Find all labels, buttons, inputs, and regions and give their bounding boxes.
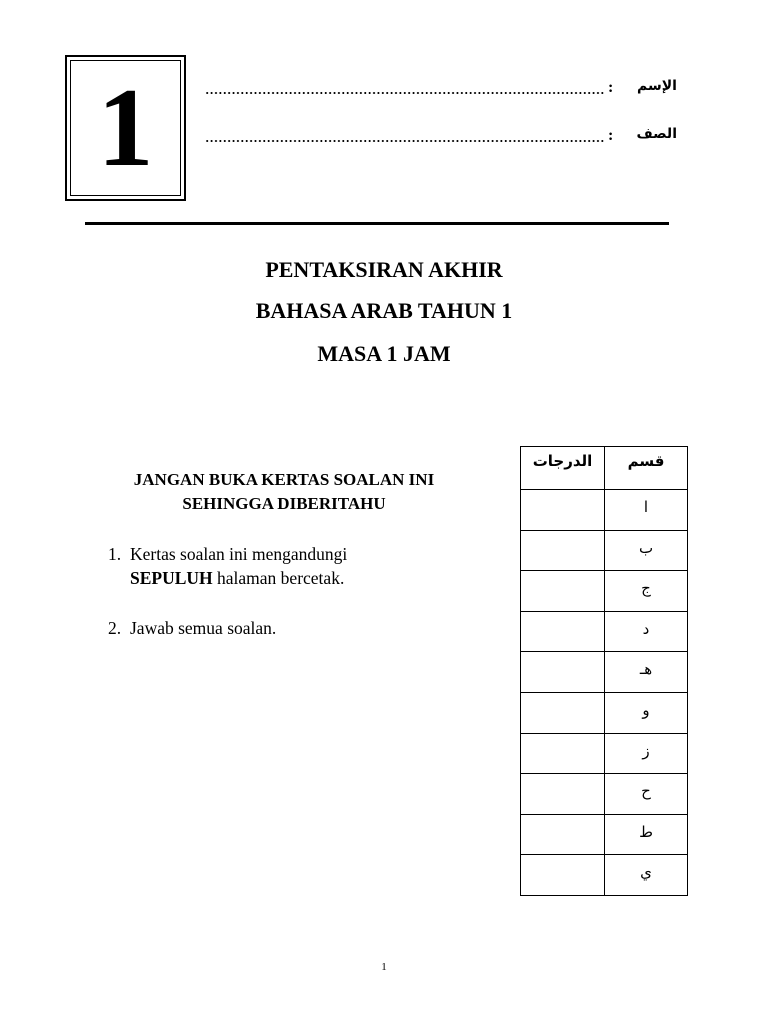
class-field: [205, 123, 677, 145]
marks-cell: [521, 611, 605, 652]
name-field-colon: :: [608, 79, 614, 96]
exam-title: PENTAKSIRAN AKHIR: [265, 257, 503, 282]
exam-subject: BAHASA ARAB TAHUN 1: [255, 298, 513, 323]
score-table-row: [521, 814, 688, 855]
warning-line: SEHINGGA DIBERITAHU: [182, 494, 386, 513]
instruction-text-rest: halaman bercetak.: [212, 568, 345, 588]
class-field-colon: :: [608, 127, 614, 144]
name-field: [205, 75, 677, 97]
section-cell: ب: [605, 530, 688, 571]
score-table-row: [521, 774, 688, 815]
marks-cell: [521, 530, 605, 571]
instruction-item: [108, 616, 488, 640]
section-cell: ج: [605, 571, 688, 612]
marks-header: الدرجات: [521, 447, 605, 490]
paper-number: 1: [70, 60, 181, 196]
section-cell: هـ: [605, 652, 688, 693]
section-cell: ط: [605, 814, 688, 855]
instruction-text-line2: [130, 566, 344, 590]
class-field-dotted-line: [205, 139, 605, 143]
marks-cell: [521, 692, 605, 733]
section-header: قسم: [605, 447, 688, 490]
section-cell: ح: [605, 774, 688, 815]
score-table-row: [521, 733, 688, 774]
score-table-row: [521, 571, 688, 612]
score-table-row: [521, 855, 688, 896]
warning-notice: [80, 468, 488, 516]
header-divider: [85, 222, 669, 225]
score-table: [520, 446, 688, 896]
score-table-row: [521, 490, 688, 531]
section-cell: و: [605, 692, 688, 733]
marks-cell: [521, 733, 605, 774]
instruction-number: 2.: [108, 618, 122, 638]
class-field-label: الصف: [636, 126, 677, 142]
section-cell: ز: [605, 733, 688, 774]
instruction-emphasis: SEPULUH: [130, 568, 213, 588]
marks-cell: [521, 571, 605, 612]
score-table-row: [521, 530, 688, 571]
marks-cell: [521, 652, 605, 693]
section-cell: د: [605, 611, 688, 652]
marks-cell: [521, 855, 605, 896]
instruction-number: 1.: [108, 544, 122, 564]
instruction-text: Kertas soalan ini mengandungi: [130, 544, 348, 564]
score-table-header: [521, 447, 688, 490]
section-cell: ا: [605, 490, 688, 531]
section-cell: ي: [605, 855, 688, 896]
instruction-text: Jawab semua soalan.: [130, 618, 277, 638]
score-table-row: [521, 611, 688, 652]
exam-duration: MASA 1 JAM: [317, 341, 451, 366]
instruction-item: [108, 542, 488, 590]
marks-cell: [521, 814, 605, 855]
score-table-row: [521, 652, 688, 693]
marks-cell: [521, 490, 605, 531]
warning-line: JANGAN BUKA KERTAS SOALAN INI: [133, 470, 435, 489]
page-number: 1: [381, 961, 387, 973]
paper-number-box: [65, 55, 186, 201]
score-table-row: [521, 692, 688, 733]
marks-cell: [521, 774, 605, 815]
name-field-label: الإسم: [637, 78, 677, 94]
name-field-dotted-line: [205, 91, 605, 95]
